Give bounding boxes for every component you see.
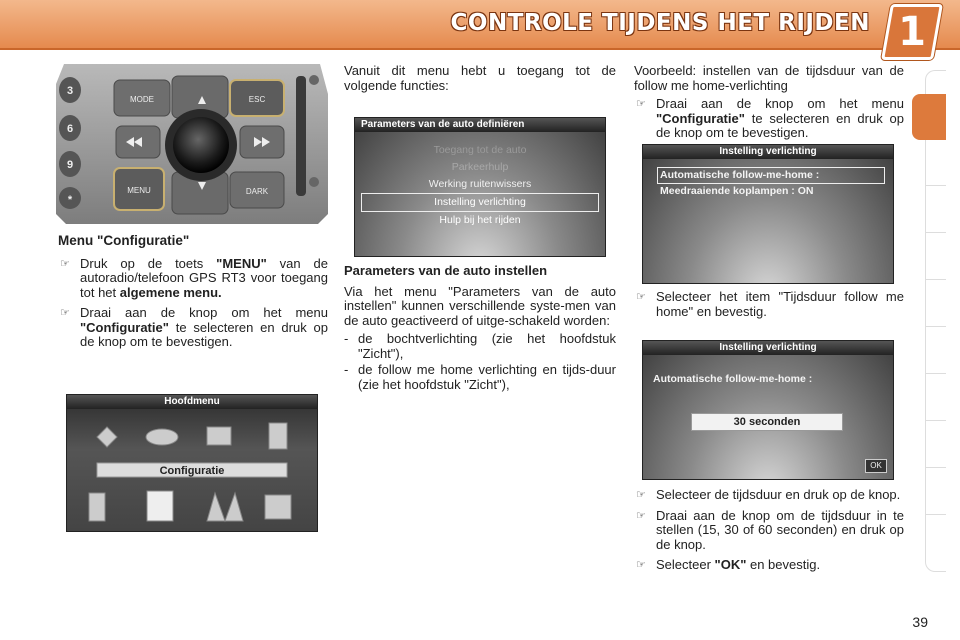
column-middle-body [344,264,616,394]
follow-me-home-label: Automatische follow-me-home : [653,373,813,385]
menu-item-parkeerhulp[interactable]: Parkeerhulp [451,161,509,173]
column-right-mid [634,290,904,325]
follow-me-home-item-selected[interactable]: Automatische follow-me-home : [657,167,885,184]
list-item: - de bochtverlichting (zie het hoofdstuk "Zicht"), [344,331,616,361]
screen-title: Parameters van de auto definiëren [355,118,605,132]
preset-6-label: 6 [66,123,74,135]
mode-button-label: MODE [130,95,154,104]
screen-title: Hoofdmenu [67,395,317,409]
preset-9-label: 9 [66,159,74,171]
tab-divider [926,373,946,374]
selected-menu-configuratie: Configuratie [159,465,225,477]
pointing-hand-icon: ☞ [636,291,646,303]
pointing-hand-icon: ☞ [636,489,646,501]
menu-button-label: MENU [127,186,151,195]
parameters-paragraph: Via het menu "Parameters van de auto instellen" kunnen verschillende syste-men van de auto geactiveerd of uitge-schakeld worden: [344,283,616,328]
phone-icon [89,493,105,521]
settings-sliders-icon [147,491,173,521]
section-heading-parameters: Parameters van de auto instellen [344,263,548,278]
pointing-hand-icon: ☞ [636,98,646,110]
page-header [0,0,960,55]
pointing-hand-icon: ☞ [636,509,646,522]
tab-divider [926,232,946,233]
media-icon [265,495,291,519]
pointing-hand-icon: ☞ [60,257,70,270]
vehicle-parameters-screen-image [354,117,606,257]
section-heading-menu-configuratie: Menu "Configuratie" [58,233,190,248]
radio-control-panel-image [56,64,328,224]
tab-divider [926,279,946,280]
chapter-title: CONTROLE TIJDENS HET RIJDEN [450,10,870,36]
navigation-icon [97,427,117,447]
instruction-bullet: ☞ Selecteer het item "Tijdsduur follow me home" en bevestig. [636,289,904,319]
ok-button[interactable]: OK [865,459,887,473]
chapter-tab-active[interactable] [912,94,946,140]
cornering-lights-item[interactable]: Meedraaiende koplampen : ON [660,185,814,197]
duration-setting-screen-image [642,340,894,480]
instruction-bullet: ☞ Draai aan de knop om het menu "Configuratie" te selecteren en druk op de knop om te bevestigen. [60,305,328,349]
menu-item-hulp-rijden[interactable]: Hulp bij het rijden [439,214,521,226]
menu-item-toegang[interactable]: Toegang tot de auto [433,144,527,156]
screen-title: Instelling verlichting [643,145,893,159]
laptop-icon [207,427,231,445]
main-menu-screen-image [66,394,318,532]
pointing-hand-icon: ☞ [636,559,646,571]
tab-divider [926,420,946,421]
preset-3-label: 3 [66,85,74,97]
star-key-label: * [67,194,73,206]
esc-button-label: ESC [248,95,266,104]
lighting-settings-screen-image [642,144,894,284]
chapter-tab-rail [925,70,946,572]
chapter-number-badge: 1 [881,4,943,60]
instruction-bullet: ☞ Draai aan de knop om het menu "Configuratie" te selecteren en druk op de knop om te bevestigen. [636,96,904,140]
menu-item-verlichting-selected[interactable]: Instelling verlichting [361,193,599,212]
instruction-bullet: ☞ Selecteer de tijdsduur en druk op de knop. [636,487,901,502]
column-middle-intro: Vanuit dit menu hebt u toegang tot de volgende functies: [344,63,616,93]
list-item: - de follow me home verlichting en tijds-duur (zie het hoofdstuk "Zicht"), [344,362,616,392]
example-intro: Voorbeeld: instellen van de tijdsduur van de follow me home-verlichting [634,63,904,93]
menu-item-ruitenwissers[interactable]: Werking ruitenwissers [428,178,532,190]
document-icon [269,423,287,449]
instruction-bullet: ☞ Druk op de toets "MENU" van de autoradio/telefoon GPS RT3 voor toegang tot het algemene menu. [60,255,328,300]
tab-divider [926,467,946,468]
screen-title: Instelling verlichting [643,341,893,355]
dark-button-label: DARK [245,187,269,196]
map-icon [207,493,243,521]
instruction-bullet: ☞ Selecteer "OK" en bevestig. [636,557,821,572]
car-icon [146,429,178,445]
duration-value-field[interactable]: 30 seconden [691,413,843,431]
instruction-bullet: ☞ Draai aan de knop om de tijdsduur in te stellen (15, 30 of 60 seconden) en druk op de knop. [636,507,904,552]
tab-divider [926,185,946,186]
page-number: 39 [912,614,928,630]
pointing-hand-icon: ☞ [60,307,70,319]
column-right-top [634,64,904,147]
column-right-bottom [634,488,904,579]
tab-divider [926,514,946,515]
column-left [58,234,328,356]
tab-divider [926,326,946,327]
